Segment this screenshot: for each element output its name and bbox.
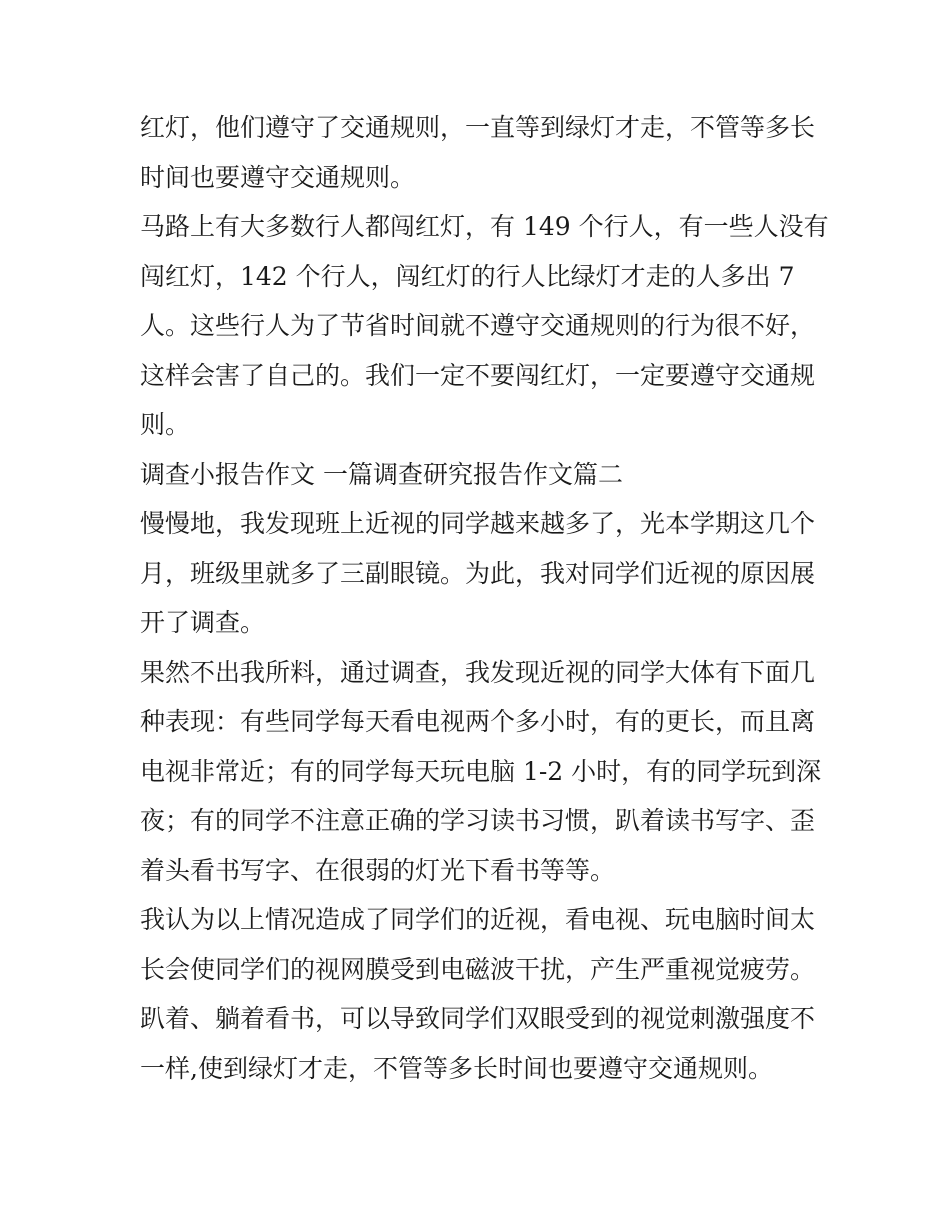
section-heading: 调查小报告作文 一篇调查研究报告作文篇二 (140, 459, 623, 489)
text-line: 红灯，他们遵守了交通规则，一直等到绿灯才走，不管等多长 (140, 113, 816, 142)
text-line: 慢慢地，我发现班上近视的同学越来越多了，光本学期这几个 (140, 509, 816, 538)
document-body (140, 103, 830, 1093)
text-line: 月，班级里就多了三副眼镜。为此，我对同学们近视的原因展 (140, 558, 816, 588)
text-line: 一样,使到绿灯才走，不管等多长时间也要遵守交通规则。 (140, 1053, 773, 1083)
text-line: 开了调查。 (140, 608, 266, 637)
text-line: 我认为以上情况造成了同学们的近视，看电视、玩电脑时间太 (140, 905, 816, 934)
text-line: 果然不出我所料，通过调查，我发现近视的同学大体有下面几 (140, 657, 816, 687)
text-line: 人。这些行人为了节省时间就不遵守交通规则的行为很不好， (140, 311, 816, 340)
text-line: 长会使同学们的视网膜受到电磁波干扰，产生严重视觉疲劳。 (140, 954, 816, 984)
text-line: 夜；有的同学不注意正确的学习读书习惯，趴着读书写字、歪 (140, 806, 816, 835)
text-line: 时间也要遵守交通规则。 (140, 162, 416, 192)
text-line: 闯红灯，142 个行人，闯红灯的行人比绿灯才走的人多出 7 (140, 261, 795, 291)
text-line: 这样会害了自己的。我们一定不要闯红灯，一定要遵守交通规 (140, 360, 816, 390)
text-line: 马路上有大多数行人都闯红灯，有 149 个行人，有一些人没有 (140, 212, 829, 241)
text-line: 种表现：有些同学每天看电视两个多小时，有的更长，而且离 (140, 707, 816, 736)
text-line: 电视非常近；有的同学每天玩电脑 1-2 小时，有的同学玩到深 (140, 756, 822, 786)
text-line: 则。 (140, 410, 191, 439)
text-line: 趴着、躺着看书，可以导致同学们双眼受到的视觉刺激强度不 (140, 1004, 816, 1033)
text-line: 着头看书写字、在很弱的灯光下看书等等。 (140, 855, 616, 885)
